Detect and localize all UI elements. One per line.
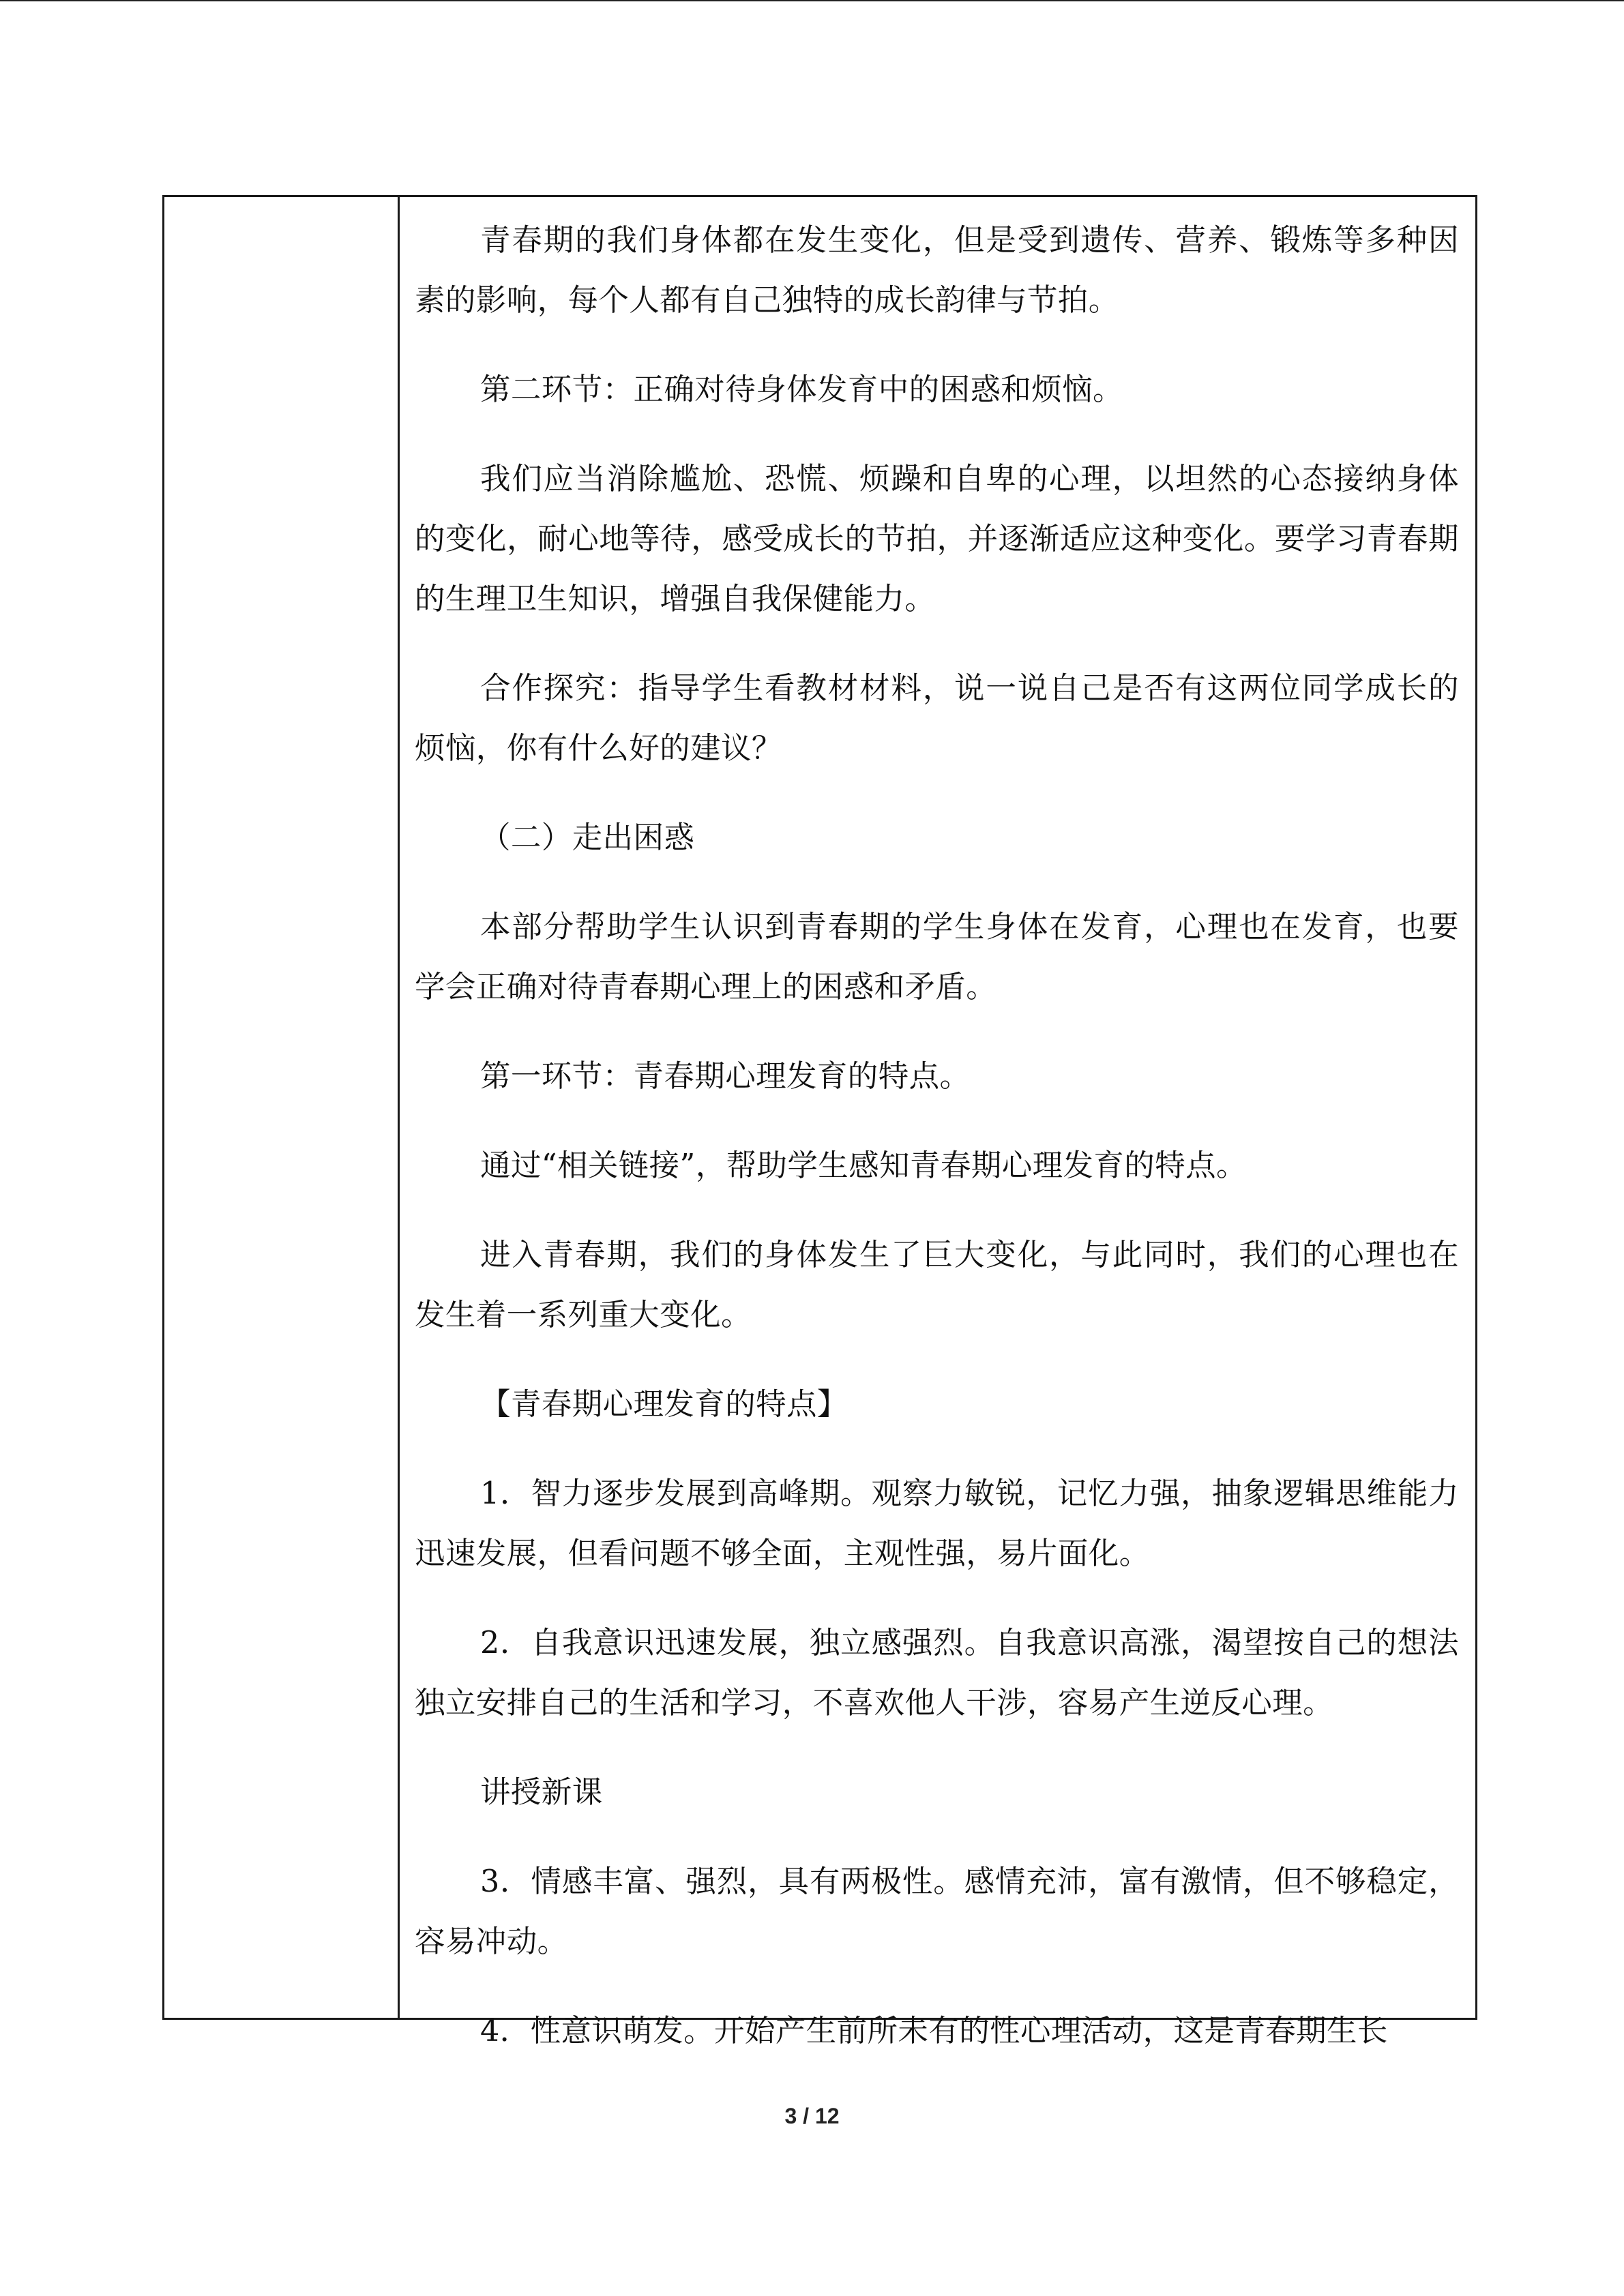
lesson-table: [162, 195, 1477, 2048]
page-number: 3 / 12: [784, 2104, 840, 2128]
content-cell: [400, 197, 1475, 2048]
paragraph-item-3: 3．情感丰富、强烈，具有两极性。感情充沛，富有激情，但不够稳定，容易冲动。: [415, 1864, 1459, 1959]
paragraph-item-2: 2．自我意识迅速发展，独立感强烈。自我意识高涨，渴望按自己的想法独立安排自己的生活和学习，不喜欢他人干涉，容易产生逆反心理。: [415, 1626, 1459, 1720]
page-top-border: [0, 0, 1624, 1]
paragraph-item-4: 4．性意识萌发。开始产生前所未有的性心理活动，这是青春期生长: [480, 2014, 1388, 2048]
paragraph-cooperative-inquiry: 合作探究：指导学生看教材材料，说一说自己是否有这两位同学成长的烦恼，你有什么好的建议？: [415, 671, 1459, 766]
paragraph-body-variation: 青春期的我们身体都在发生变化，但是受到遗传、营养、锻炼等多种因素的影响，每个人都有自己独特的成长韵律与节拍。: [415, 223, 1459, 318]
paragraph-characteristics-heading: 【青春期心理发育的特点】: [480, 1387, 848, 1422]
paragraph-part-2-heading: （二）走出困惑: [480, 820, 695, 855]
paragraph-related-link: 通过“相关链接”，帮助学生感知青春期心理发育的特点。: [480, 1148, 1247, 1183]
paragraph-section-2-heading: 第二环节：正确对待身体发育中的困惑和烦恼。: [480, 372, 1123, 407]
paragraph-part-2-intro: 本部分帮助学生认识到青春期的学生身体在发育，心理也在发育，也要学会正确对待青春期心理上的困惑和矛盾。: [415, 910, 1459, 1004]
paragraph-section-1-heading: 第一环节：青春期心理发育的特点。: [480, 1059, 971, 1094]
left-column-cell: [164, 197, 400, 2018]
paragraph-item-1: 1．智力逐步发展到高峰期。观察力敏锐，记忆力强，抽象逻辑思维能力迅速发展，但看问题不够全面，主观性强，易片面化。: [415, 1476, 1459, 1571]
paragraph-new-lesson: 讲授新课: [480, 1775, 603, 1810]
paragraph-body-acceptance: 我们应当消除尴尬、恐慌、烦躁和自卑的心理，以坦然的心态接纳身体的变化，耐心地等待，感受成长的节拍，并逐渐适应这种变化。要学习青春期的生理卫生知识，增强自我保健能力。: [415, 462, 1459, 616]
paragraph-psych-change: 进入青春期，我们的身体发生了巨大变化，与此同时，我们的心理也在发生着一系列重大变化。: [415, 1238, 1459, 1332]
